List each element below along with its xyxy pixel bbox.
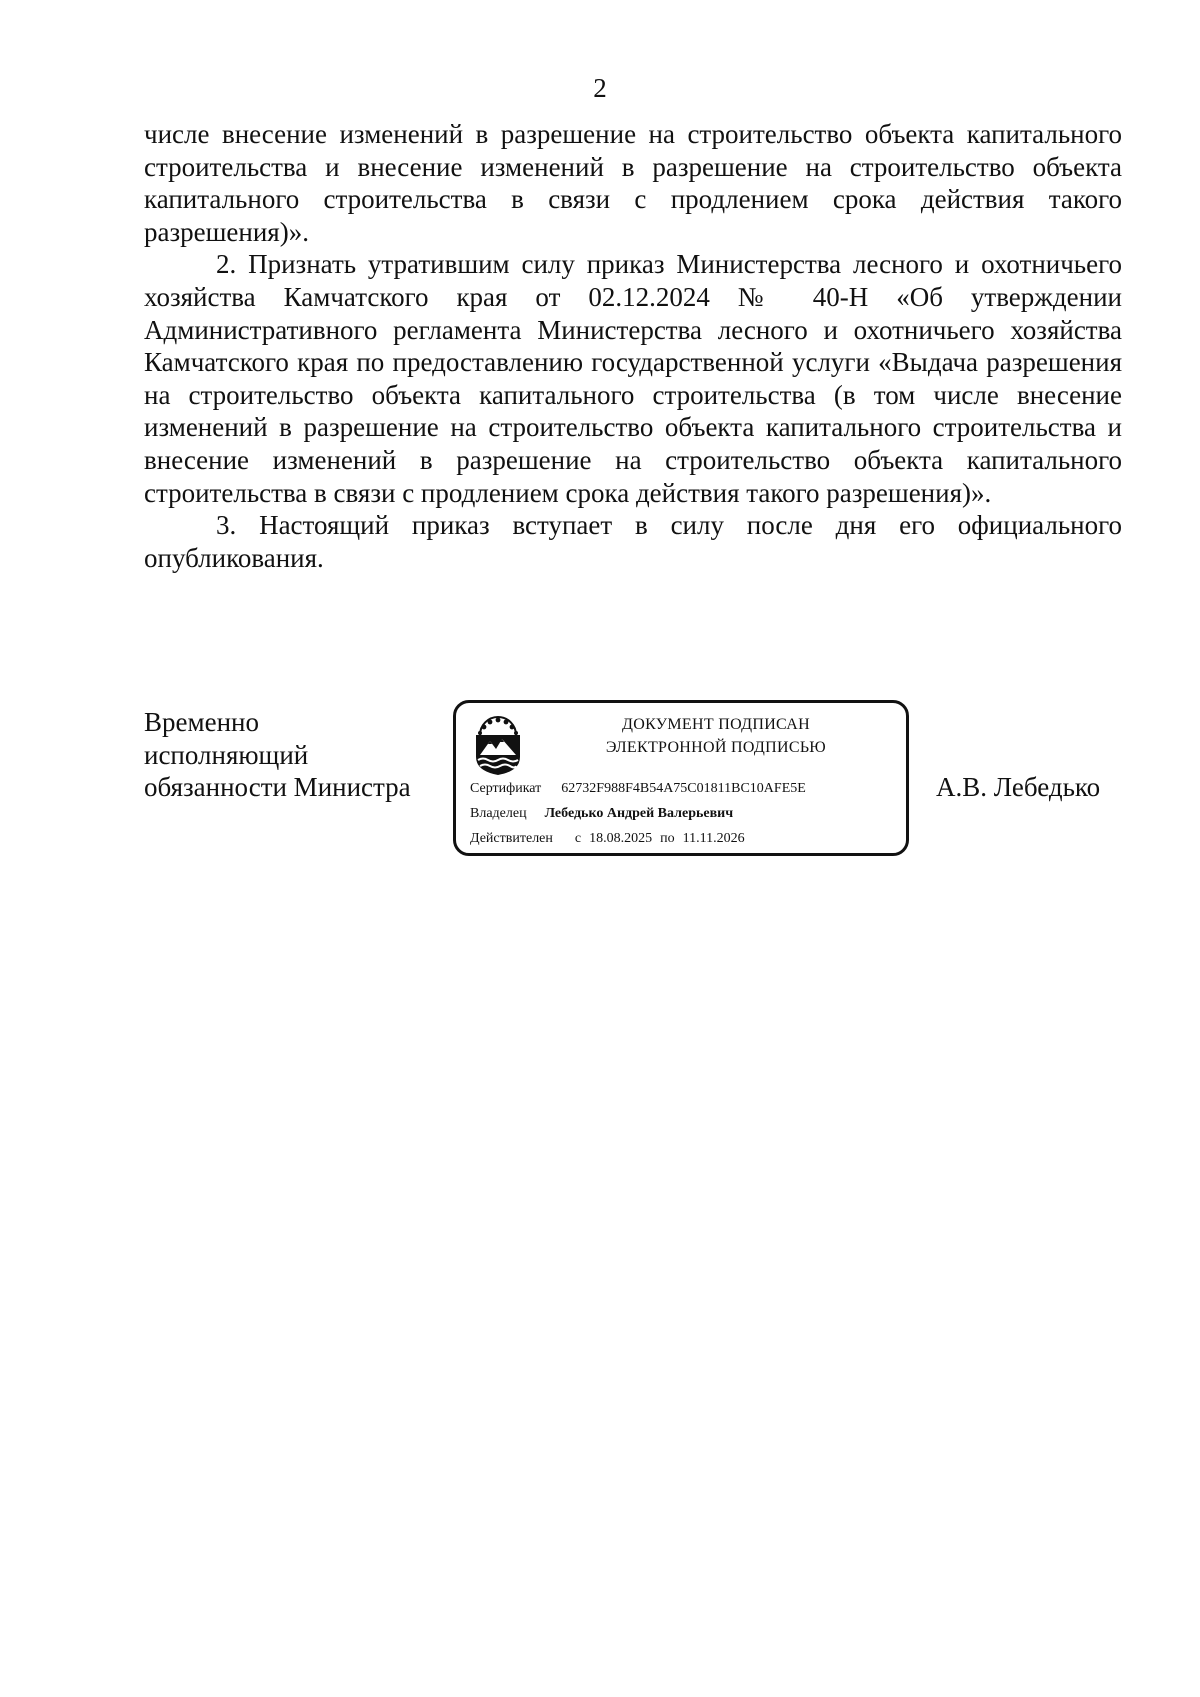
- valid-to-date: 11.11.2026: [682, 831, 745, 846]
- page-number: 2: [593, 73, 607, 103]
- owner-label: Владелец: [470, 806, 527, 821]
- validity-label: Действителен: [470, 831, 553, 846]
- signatory-title: [144, 706, 411, 804]
- paragraph-2: 2. Признать утратившим силу приказ Министерства лесного и охотничьего хозяйства Камчатского края от 02.12.2024 № 40-Н «Об утверждении Административного регламента Министерства лесного и охотничьего хозяйства Камчатского края по предоставлению государственной услуги «Выдача разрешения на строительство объекта капитального строительства (в том числе внесение изменений в разрешение на строительство объекта капитального строительства и внесение изменений в разрешение на строительство объекта капитального строительства в связи с продлением срока действия такого разрешения)».: [144, 249, 1122, 508]
- valid-from-prefix: с: [574, 831, 582, 846]
- signatory-title-line: обязанности Министра: [144, 772, 411, 803]
- stamp-validity-row: [470, 830, 745, 848]
- certificate-value: 62732F988F4B54A75C01811BC10AFE5E: [561, 781, 806, 796]
- stamp-certificate-row: [470, 780, 806, 798]
- stamp-header-line: ДОКУМЕНТ ПОДПИСАН: [622, 716, 810, 733]
- electronic-signature-stamp: [453, 700, 909, 856]
- stamp-header: [536, 713, 896, 759]
- paragraph-3: 3. Настоящий приказ вступает в силу после дня его официального опубликования.: [144, 510, 1122, 573]
- valid-from-date: 18.08.2025: [589, 831, 653, 846]
- signatory-title-line: исполняющий: [144, 739, 309, 770]
- stamp-owner-row: [470, 805, 733, 823]
- document-body: [144, 118, 1122, 574]
- signatory-title-line: Временно: [144, 707, 259, 737]
- certificate-label: Сертификат: [470, 781, 542, 796]
- valid-to-prefix: по: [660, 831, 675, 846]
- owner-value: Лебедько Андрей Валерьевич: [544, 806, 734, 821]
- paragraph-continuation: числе внесение изменений в разрешение на строительство объекта капитального строительства и внесение изменений в разрешение на строительство объекта капитального строительства в связи с продлением срока действия такого разрешения)».: [144, 119, 1122, 247]
- kamchatka-coat-of-arms-icon: [470, 713, 526, 777]
- stamp-header-line: ЭЛЕКТРОННОЙ ПОДПИСЬЮ: [605, 739, 827, 756]
- signatory-name: А.В. Лебедько: [936, 772, 1101, 802]
